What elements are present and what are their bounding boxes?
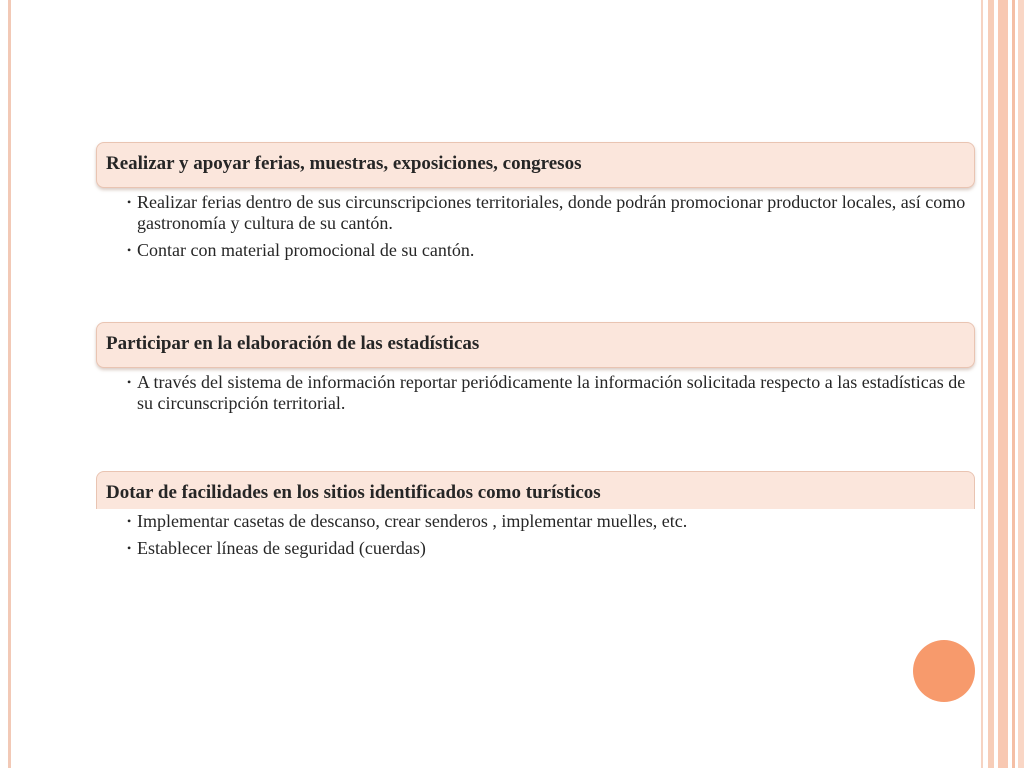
list-item-text: Implementar casetas de descanso, crear senderos , implementar muelles, etc. <box>137 511 688 531</box>
right-border-stripe <box>1012 0 1015 768</box>
list-item <box>96 372 975 414</box>
left-border-stripe <box>8 0 11 768</box>
bullet-icon: • <box>127 195 132 209</box>
bullet-icon: • <box>127 375 132 389</box>
list-item-text: Realizar ferias dentro de sus circunscripciones territoriales, donde podrán promocionar productor locales, así como gastronomía y cultura de su cantón. <box>137 192 966 233</box>
accent-circle <box>913 640 975 702</box>
list-item-text: Establecer líneas de seguridad (cuerdas) <box>137 538 426 558</box>
bullet-icon: • <box>127 541 132 555</box>
right-border-stripe <box>1018 0 1024 768</box>
right-border-stripe <box>988 0 994 768</box>
section-ferias <box>96 142 975 261</box>
section-header: Participar en la elaboración de las estadísticas <box>96 322 975 368</box>
right-border-stripe <box>998 0 1008 768</box>
list-item <box>96 240 975 261</box>
bullet-icon: • <box>127 243 132 257</box>
list-item <box>96 538 975 559</box>
section-estadisticas <box>96 322 975 414</box>
section-header: Realizar y apoyar ferias, muestras, exposiciones, congresos <box>96 142 975 188</box>
list-item-text: A través del sistema de información reportar periódicamente la información solicitada respecto a las estadísticas de su circunscripción territorial. <box>137 372 966 413</box>
list-item <box>96 511 975 532</box>
bullet-list <box>96 511 975 559</box>
section-facilidades <box>96 471 975 559</box>
right-border-stripe <box>981 0 983 768</box>
list-item <box>96 192 975 234</box>
bullet-list <box>96 192 975 261</box>
list-item-text: Contar con material promocional de su cantón. <box>137 240 475 260</box>
section-header: Dotar de facilidades en los sitios identificados como turísticos <box>96 471 975 509</box>
bullet-list <box>96 372 975 414</box>
bullet-icon: • <box>127 514 132 528</box>
